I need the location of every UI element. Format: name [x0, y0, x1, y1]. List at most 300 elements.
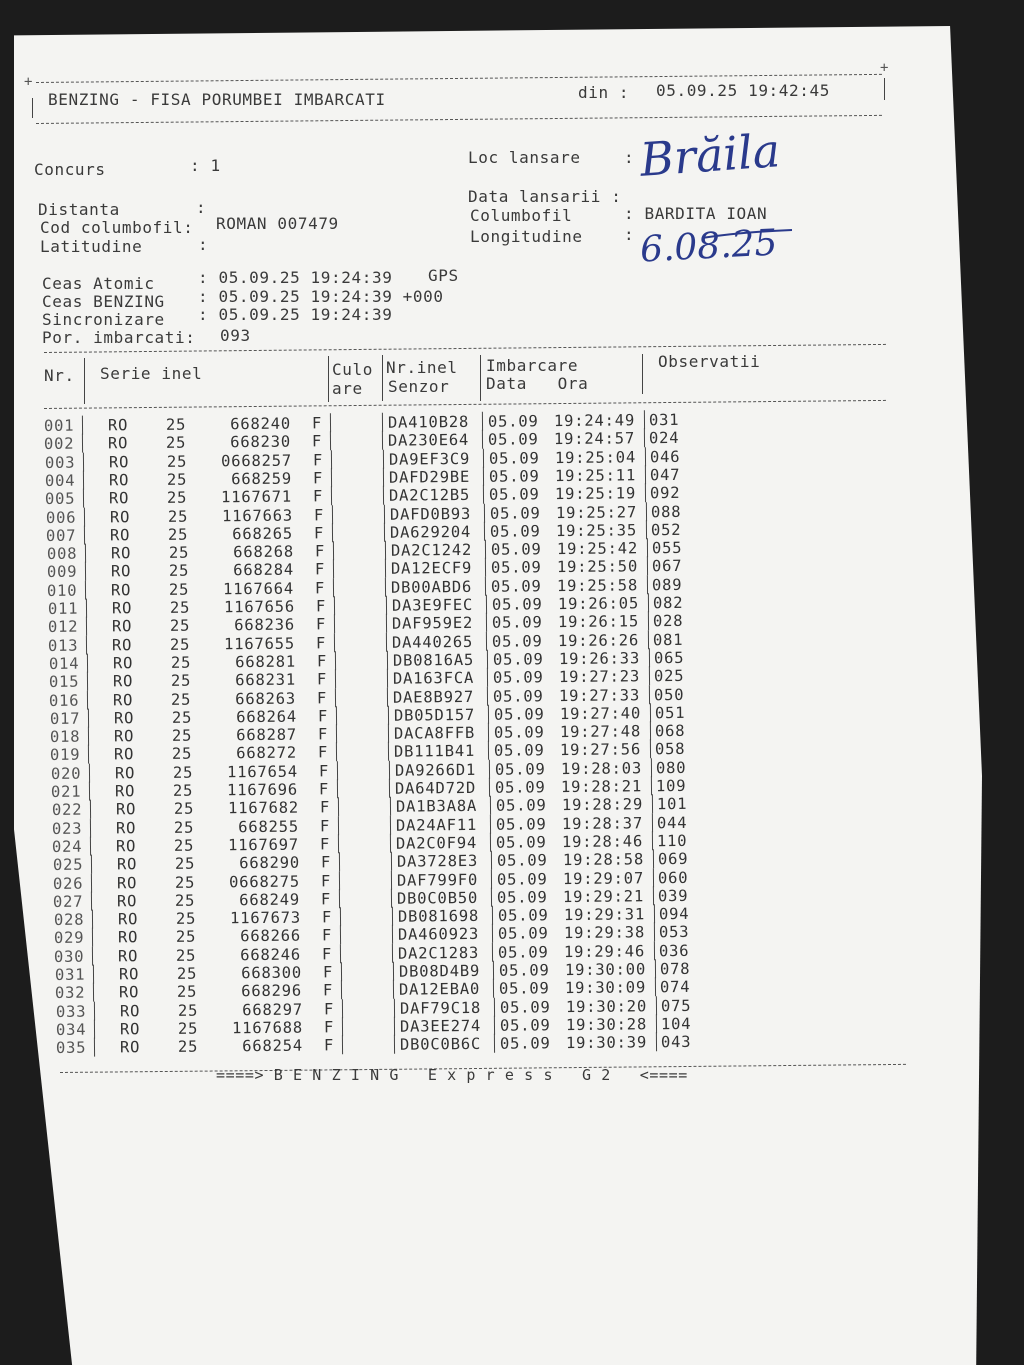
row-number: 028 [53, 910, 85, 930]
concurs-value: : 1 [190, 156, 221, 175]
row-sep-culo [341, 999, 342, 1018]
columbofil-value: : BARDITA IOAN [624, 204, 768, 223]
boarding-date: 05.09 [497, 924, 549, 944]
sensor-id: DA1B3A8A [395, 797, 477, 816]
row-sep-imb [490, 814, 491, 833]
row-number: 017 [49, 709, 81, 728]
boarding-time: 19:26:15 [557, 612, 640, 632]
boarding-date: 05.09 [495, 814, 547, 834]
row-sep-sensor [384, 504, 385, 523]
row-sep-nr [89, 800, 90, 819]
row-sep-culo [336, 706, 337, 725]
sensor-id: DAF959E2 [391, 614, 474, 633]
row-sep-culo [332, 505, 333, 524]
boarding-date: 05.09 [492, 631, 544, 651]
cod-value: ROMAN 007479 [216, 214, 339, 233]
row-sep-obs [647, 557, 648, 576]
ring-year: 25 [174, 873, 196, 892]
row-number: 016 [49, 691, 80, 710]
sex-code: F [321, 926, 333, 945]
sex-code: F [322, 963, 334, 982]
row-sep-obs [646, 538, 647, 557]
boarding-date: 05.09 [498, 942, 550, 962]
ring-country: RO [116, 873, 138, 892]
observation: 025 [653, 667, 685, 686]
sex-code: F [323, 1018, 335, 1037]
row-sep-imb [488, 723, 489, 742]
row-sep-culo [331, 486, 332, 505]
col-header-culo: Culo [332, 360, 373, 379]
row-sep-imb [485, 595, 486, 614]
boarding-time: 19:27:23 [558, 667, 641, 687]
observation: 028 [652, 612, 684, 631]
row-sep-obs [651, 758, 652, 777]
row-number: 015 [48, 672, 80, 692]
sensor-id: DA2C1283 [398, 943, 480, 963]
ring-country: RO [117, 891, 138, 911]
ring-number: 668236 [234, 615, 296, 635]
sex-code: F [314, 524, 325, 543]
sensor-id: DB0C0B6C [400, 1035, 482, 1054]
row-sep-sensor [383, 486, 384, 505]
row-number: 033 [55, 1002, 87, 1021]
boarding-time: 19:28:21 [561, 777, 643, 797]
sensor-id: DA24AF11 [395, 815, 478, 835]
boarding-time: 19:25:58 [557, 576, 639, 595]
row-sep-nr [93, 983, 94, 1002]
boarding-date: 05.09 [499, 997, 551, 1017]
ring-number: 1167664 [223, 579, 295, 598]
observation: 036 [659, 941, 690, 960]
boarding-time: 19:27:56 [560, 740, 642, 760]
row-sep-sensor [385, 596, 386, 615]
ring-number: 668231 [235, 670, 297, 690]
row-sep-nr [88, 745, 89, 764]
row-sep-sensor [382, 413, 383, 432]
row-sep-culo [336, 743, 337, 762]
col-sep-4 [480, 355, 481, 401]
row-sep-culo [338, 816, 339, 835]
sex-code: F [318, 725, 329, 744]
ring-year: 25 [174, 854, 195, 874]
row-sep-culo [340, 926, 341, 945]
sex-code: F [318, 743, 329, 762]
row-sep-obs [644, 429, 645, 448]
col-sep-1 [84, 358, 85, 404]
boarding-date: 05.09 [489, 503, 541, 523]
row-sep-nr [87, 654, 88, 673]
sensor-id: DA440265 [392, 632, 474, 652]
row-sep-imb [494, 1016, 495, 1035]
sincronizare-label: Sincronizare [42, 310, 165, 329]
ring-country: RO [115, 800, 136, 819]
sex-code: F [321, 890, 332, 909]
observation: 065 [653, 648, 685, 668]
row-number: 029 [53, 929, 85, 948]
row-sep-imb [487, 668, 488, 687]
row-sep-nr [86, 617, 87, 636]
sensor-id: DA12EBA0 [399, 980, 481, 999]
observation: 060 [657, 868, 689, 887]
row-sep-imb [482, 430, 483, 449]
row-sep-imb [488, 705, 489, 724]
ring-year: 25 [170, 635, 191, 654]
boarding-time: 19:25:11 [554, 466, 637, 485]
boarding-date: 05.09 [491, 613, 543, 633]
row-sep-culo [332, 523, 333, 542]
ring-country: RO [119, 1020, 141, 1039]
longitudine-label: Longitudine [470, 227, 583, 246]
ring-country: RO [114, 763, 136, 783]
boarding-date: 05.09 [494, 723, 545, 742]
sensor-id: DA629204 [390, 522, 472, 542]
row-number: 030 [54, 947, 85, 966]
row-sep-imb [487, 650, 488, 669]
observation: 024 [649, 429, 680, 448]
concurs-label: Concurs [34, 160, 106, 179]
row-sep-obs [644, 410, 645, 429]
ring-number: 1167656 [223, 597, 295, 617]
sensor-id: DAF799F0 [396, 870, 479, 890]
col-header-observatii: Observatii [658, 352, 761, 371]
col-header-senzor: Senzor [388, 377, 450, 396]
sex-code: F [312, 469, 324, 488]
ring-country: RO [111, 617, 133, 636]
sex-code: F [316, 652, 327, 671]
row-sep-sensor [390, 834, 391, 853]
row-sep-sensor [391, 870, 392, 889]
ring-country: RO [109, 507, 131, 526]
ring-country: RO [114, 745, 135, 764]
latitudine-sep: : [198, 235, 209, 254]
ring-year: 25 [174, 836, 195, 855]
ring-year: 25 [171, 708, 193, 727]
row-sep-culo [337, 798, 338, 817]
row-sep-obs [652, 831, 653, 850]
row-sep-obs [649, 685, 650, 704]
ring-year: 25 [176, 964, 198, 983]
row-number: 023 [51, 819, 83, 838]
sensor-id: DA3EE274 [399, 1016, 482, 1036]
row-sep-sensor [394, 1035, 395, 1054]
ring-country: RO [118, 946, 139, 966]
sex-code: F [315, 579, 326, 598]
ring-country: RO [108, 434, 129, 453]
row-sep-nr [94, 1020, 95, 1039]
col-sep-2 [328, 356, 329, 402]
boarding-time: 19:30:39 [566, 1033, 648, 1053]
boarding-time: 19:27:40 [559, 704, 641, 723]
ring-number: 668281 [234, 652, 296, 672]
ring-number: 0668275 [228, 872, 301, 891]
ring-number: 668240 [230, 414, 292, 434]
ring-number: 1167655 [224, 634, 296, 653]
row-sep-nr [84, 544, 85, 563]
row-sep-nr [91, 891, 92, 910]
boarding-date: 05.09 [488, 430, 540, 450]
row-sep-imb [493, 961, 494, 980]
ring-year: 25 [166, 452, 188, 471]
row-sep-obs [650, 740, 651, 759]
boarding-time: 19:29:31 [563, 905, 645, 925]
ring-number: 1167688 [231, 1018, 303, 1038]
row-sep-imb [484, 503, 485, 522]
row-sep-nr [93, 1001, 94, 1020]
boarding-date: 05.09 [488, 467, 540, 486]
sincronizare-value: : 05.09.25 19:24:39 [198, 305, 393, 324]
boarding-time: 19:29:07 [562, 868, 645, 888]
row-sep-nr [85, 562, 86, 581]
ring-year: 25 [169, 580, 190, 599]
observation: 043 [661, 1033, 692, 1052]
ring-year: 25 [177, 1001, 198, 1020]
sex-code: F [323, 999, 334, 1019]
sensor-id: DA230E64 [388, 431, 470, 450]
ring-year: 25 [167, 507, 189, 526]
header-corner-left: + [24, 74, 34, 90]
boarding-date: 05.09 [492, 668, 544, 687]
boarding-time: 19:25:35 [556, 521, 638, 540]
row-sep-culo [335, 688, 336, 707]
ring-year: 25 [172, 726, 193, 745]
row-sep-culo [342, 1035, 343, 1054]
ring-country: RO [115, 818, 137, 837]
row-sep-sensor [388, 706, 389, 725]
row-sep-culo [330, 432, 331, 451]
row-sep-imb [483, 448, 484, 467]
row-sep-culo [341, 962, 342, 981]
row-sep-culo [342, 1017, 343, 1036]
row-sep-obs [645, 483, 646, 502]
row-sep-nr [90, 837, 91, 856]
row-sep-nr [89, 782, 90, 801]
sensor-id: DB0816A5 [392, 650, 474, 670]
sensor-id: DA64D72D [395, 778, 477, 798]
ring-number: 668255 [238, 817, 299, 836]
ring-country: RO [112, 635, 133, 654]
row-number: 005 [45, 489, 76, 509]
row-sep-sensor [387, 651, 388, 670]
sensor-id: DAF79C18 [399, 998, 481, 1018]
row-number: 020 [50, 764, 82, 783]
boarding-date: 05.09 [495, 796, 547, 816]
row-sep-nr [83, 452, 84, 471]
boarding-time: 19:24:57 [554, 429, 636, 449]
row-number: 010 [47, 581, 78, 600]
sex-code: F [313, 487, 324, 506]
ring-year: 25 [173, 781, 194, 800]
row-sep-obs [652, 813, 653, 832]
ring-country: RO [117, 910, 139, 929]
col-header-data-ora: Data Ora [486, 374, 589, 393]
observation: 068 [654, 721, 686, 741]
row-number: 011 [47, 599, 79, 618]
row-sep-nr [85, 599, 86, 618]
boarding-time: 19:25:19 [555, 484, 637, 504]
col-header-serie: Serie inel [100, 364, 203, 383]
ring-number: 668265 [232, 524, 294, 544]
row-sep-nr [87, 672, 88, 691]
observation: 082 [652, 593, 684, 613]
row-sep-culo [335, 651, 336, 670]
boarding-date: 05.09 [493, 686, 545, 706]
sensor-id: DA163FCA [392, 669, 475, 688]
ring-year: 25 [168, 525, 189, 544]
row-sep-sensor [392, 943, 393, 962]
row-sep-imb [492, 906, 493, 925]
boarding-time: 19:30:20 [565, 996, 647, 1016]
observation: 080 [655, 758, 687, 777]
ring-year: 25 [168, 543, 189, 562]
sensor-id: DA3E9FEC [391, 595, 473, 615]
ring-year: 25 [176, 946, 197, 965]
latitudine-label: Latitudine [40, 237, 143, 256]
loc-lansare-handwritten: Brăila [638, 123, 782, 187]
row-sep-culo [334, 633, 335, 652]
boarding-time: 19:30:09 [565, 978, 647, 998]
sex-code: F [319, 816, 331, 836]
row-sep-sensor [383, 468, 384, 487]
row-sep-nr [84, 507, 85, 526]
handwritten-underline [700, 228, 794, 240]
row-sep-culo [332, 541, 333, 560]
boarding-time: 19:25:42 [556, 539, 638, 559]
row-sep-imb [485, 558, 486, 577]
boarding-date: 05.09 [493, 705, 545, 724]
row-sep-imb [492, 924, 493, 943]
observation: 104 [660, 1014, 692, 1034]
footer-brand: ====> B E N Z I N G E x p r e s s G 2 <==== [216, 1066, 688, 1084]
observation: 031 [648, 410, 680, 430]
boarding-date: 05.09 [498, 961, 550, 980]
ceas-atomic-label: Ceas Atomic [42, 274, 155, 293]
observation: 078 [659, 959, 691, 979]
loc-lansare-label: Loc lansare [468, 148, 581, 167]
por-imbarcati-value: 093 [220, 326, 251, 345]
sex-code: F [311, 414, 323, 433]
row-number: 003 [44, 453, 76, 472]
boarding-time: 19:26:26 [558, 630, 640, 650]
row-sep-imb [483, 467, 484, 486]
row-sep-culo [341, 981, 342, 1000]
ring-number: 668300 [240, 963, 302, 983]
row-sep-obs [647, 575, 648, 594]
boarding-time: 19:28:29 [561, 795, 643, 815]
sensor-id: DA2C0F94 [396, 833, 478, 853]
ring-country: RO [115, 782, 136, 801]
row-sep-obs [647, 593, 648, 612]
observation: 067 [651, 557, 683, 576]
row-sep-imb [491, 869, 492, 888]
row-sep-sensor [392, 925, 393, 944]
sex-code: F [314, 542, 325, 561]
ring-number: 668268 [232, 542, 294, 562]
row-sep-obs [653, 886, 654, 905]
ring-year: 25 [178, 1037, 199, 1057]
boarding-time: 19:26:05 [557, 594, 639, 614]
row-number: 019 [50, 746, 81, 765]
row-sep-obs [650, 703, 651, 722]
row-sep-culo [331, 468, 332, 487]
row-number: 004 [44, 471, 76, 490]
col-header-nrinel: Nr.inel [386, 358, 458, 377]
observation: 044 [656, 813, 688, 832]
sex-code: F [317, 707, 328, 726]
columbofil-label: Columbofil [470, 206, 573, 225]
observation: 109 [656, 776, 687, 796]
row-sep-culo [334, 615, 335, 634]
ring-year: 25 [171, 690, 192, 709]
por-imbarcati-label: Por. imbarcati: [42, 328, 196, 347]
row-sep-nr [83, 471, 84, 490]
ring-number: 668263 [235, 689, 297, 708]
row-sep-sensor [386, 614, 387, 633]
row-sep-obs [648, 612, 649, 631]
ring-country: RO [108, 452, 130, 471]
row-sep-nr [89, 763, 90, 782]
row-sep-obs [649, 666, 650, 685]
sex-code: F [316, 633, 327, 653]
row-sep-obs [645, 465, 646, 484]
ring-country: RO [116, 855, 137, 874]
row-sep-nr [93, 965, 94, 984]
row-sep-sensor [388, 742, 389, 761]
sensor-id: DA9266D1 [394, 760, 476, 780]
ring-country: RO [113, 690, 134, 709]
row-number: 027 [53, 892, 84, 911]
ring-year: 25 [175, 909, 197, 928]
sensor-id: DA2C1242 [390, 541, 472, 560]
ring-year: 25 [175, 928, 197, 947]
sex-code: F [320, 871, 332, 890]
boarding-time: 19:24:49 [553, 411, 636, 431]
sensor-id: DB08D4B9 [398, 961, 480, 981]
row-sep-imb [482, 412, 483, 431]
row-sep-sensor [391, 852, 392, 871]
row-sep-imb [489, 759, 490, 778]
loc-lansare-sep: : [624, 148, 635, 167]
row-sep-sensor [391, 889, 392, 908]
row-sep-sensor [383, 449, 384, 468]
ring-year: 25 [173, 818, 195, 837]
row-sep-culo [337, 779, 338, 798]
row-number: 024 [52, 837, 83, 856]
ring-country: RO [110, 562, 132, 581]
boarding-date: 05.09 [490, 540, 542, 559]
ring-country: RO [119, 983, 140, 1002]
col-sep-5 [642, 354, 643, 394]
sex-code: F [322, 945, 333, 964]
row-sep-imb [483, 485, 484, 504]
row-sep-nr [88, 727, 89, 746]
sensor-id: DA460923 [397, 925, 480, 945]
ring-number: 1167671 [221, 487, 293, 507]
ring-number: 668246 [240, 945, 302, 964]
row-sep-imb [485, 576, 486, 595]
row-sep-nr [92, 946, 93, 965]
sensor-id: DA410B28 [387, 412, 470, 432]
row-sep-nr [83, 489, 84, 508]
row-sep-culo [339, 871, 340, 890]
sensor-id: DB00ABD6 [391, 577, 473, 597]
boarding-date: 05.09 [499, 979, 550, 999]
row-sep-imb [493, 997, 494, 1016]
observation: 101 [656, 795, 688, 814]
boarding-date: 05.09 [497, 906, 549, 925]
observation: 053 [658, 923, 690, 942]
ceas-benzing-label: Ceas BENZING [42, 292, 165, 311]
row-sep-sensor [385, 559, 386, 578]
